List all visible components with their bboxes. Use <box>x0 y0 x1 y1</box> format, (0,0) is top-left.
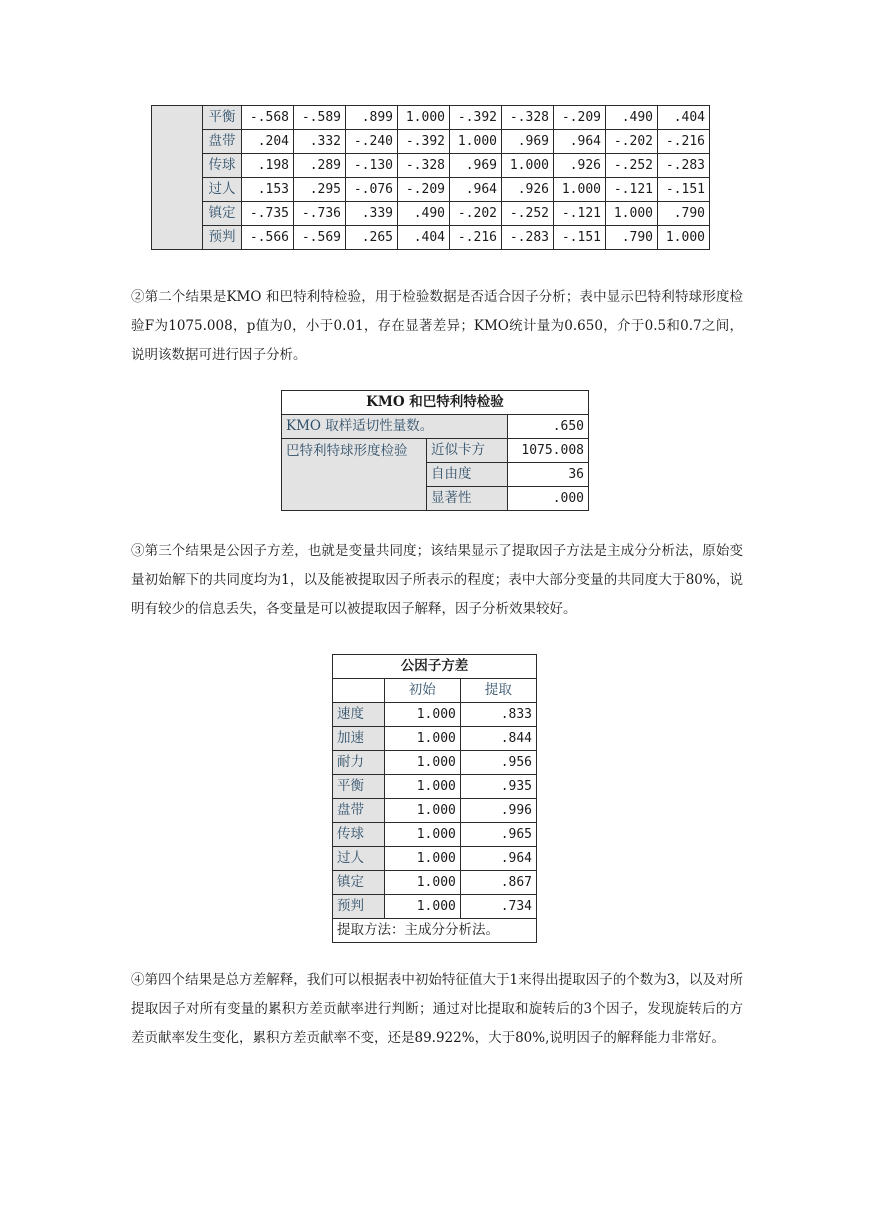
table-row <box>333 871 537 895</box>
correlation-cell: -.216 <box>450 226 502 250</box>
paragraph-kmo: ②第二个结果是KMO 和巴特利特检验，用于检验数据是否适合因子分析；表中显示巴特利特球形度检验F为1075.008，p值为0，小于0.01，存在显著差异；KMO统计量为0.650，介于0.5和0.7之间，说明该数据可进行因子分析。 <box>131 289 743 363</box>
table-row <box>333 703 537 727</box>
extract-value: .965 <box>460 823 536 847</box>
correlation-cell: .198 <box>242 154 294 178</box>
row-label: 平衡 <box>203 106 242 130</box>
correlation-cell: -.240 <box>346 130 398 154</box>
correlation-cell: .295 <box>294 178 346 202</box>
bartlett-row-label: 显著性 <box>427 487 508 511</box>
correlation-cell: -.392 <box>398 130 450 154</box>
extract-value: .964 <box>460 847 536 871</box>
table-row <box>333 727 537 751</box>
correlation-cell: -.328 <box>502 106 554 130</box>
correlation-cell: 1.000 <box>658 226 710 250</box>
paragraph-total-variance: ④第四个结果是总方差解释，我们可以根据表中初始特征值大于1来得出提取因子的个数为3，以及对所提取因子对所有变量的累积方差贡献率进行判断；通过对比提取和旋转后的3个因子，发现旋转后的方差贡献率发生变化，累积方差贡献率不变，还是89.922%，大于80%,说明因子的解释能力非常好。 <box>131 972 743 1046</box>
correlation-cell: .490 <box>606 106 658 130</box>
correlation-matrix-fragment <box>151 105 710 250</box>
correlation-cell: 1.000 <box>554 178 606 202</box>
initial-value: 1.000 <box>384 751 460 775</box>
extract-value: .996 <box>460 799 536 823</box>
row-label: 预判 <box>203 226 242 250</box>
bartlett-row-label: 自由度 <box>427 463 508 487</box>
variable-label: 镇定 <box>333 871 385 895</box>
correlation-cell: -.216 <box>658 130 710 154</box>
correlation-cell: -.076 <box>346 178 398 202</box>
extract-value: .844 <box>460 727 536 751</box>
correlation-cell: .790 <box>658 202 710 226</box>
correlation-cell: 1.000 <box>606 202 658 226</box>
initial-value: 1.000 <box>384 895 460 919</box>
correlation-cell: .964 <box>450 178 502 202</box>
table-row <box>333 847 537 871</box>
correlation-cell: -.151 <box>554 226 606 250</box>
bartlett-label: 巴特利特球形度检验 <box>282 439 427 511</box>
table-row <box>152 202 710 226</box>
correlation-cell: .265 <box>346 226 398 250</box>
correlation-cell: -.569 <box>294 226 346 250</box>
correlation-cell: -.736 <box>294 202 346 226</box>
table-row <box>333 823 537 847</box>
bartlett-row-value: .000 <box>508 487 589 511</box>
correlation-cell: .964 <box>554 130 606 154</box>
correlation-cell: -.283 <box>658 154 710 178</box>
variable-label: 平衡 <box>333 775 385 799</box>
table-row <box>333 775 537 799</box>
correlation-cell: -.202 <box>606 130 658 154</box>
correlation-cell: .790 <box>606 226 658 250</box>
correlation-cell: 1.000 <box>450 130 502 154</box>
initial-value: 1.000 <box>384 823 460 847</box>
correlation-cell: -.589 <box>294 106 346 130</box>
correlation-cell: -.202 <box>450 202 502 226</box>
bartlett-row-value: 1075.008 <box>508 439 589 463</box>
header-blank-cell <box>333 679 385 703</box>
table-row <box>333 799 537 823</box>
variable-label: 预判 <box>333 895 385 919</box>
correlation-cell: -.130 <box>346 154 398 178</box>
row-label: 传球 <box>203 154 242 178</box>
correlation-cell: 1.000 <box>398 106 450 130</box>
variable-label: 耐力 <box>333 751 385 775</box>
correlation-cell: .926 <box>502 178 554 202</box>
table-row <box>152 130 710 154</box>
correlation-cell: .490 <box>398 202 450 226</box>
correlation-cell: .332 <box>294 130 346 154</box>
correlation-cell: .969 <box>450 154 502 178</box>
correlation-cell: -.566 <box>242 226 294 250</box>
correlation-cell: -.151 <box>658 178 710 202</box>
row-label: 过人 <box>203 178 242 202</box>
table-row <box>333 751 537 775</box>
variable-label: 盘带 <box>333 799 385 823</box>
correlation-cell: -.121 <box>554 202 606 226</box>
extract-value: .867 <box>460 871 536 895</box>
table-row <box>152 178 710 202</box>
initial-value: 1.000 <box>384 775 460 799</box>
table-row <box>152 106 710 130</box>
table-row <box>152 154 710 178</box>
extract-value: .935 <box>460 775 536 799</box>
row-group-header-cell <box>152 106 203 250</box>
column-header-initial: 初始 <box>384 679 460 703</box>
table-row <box>152 226 710 250</box>
variable-label: 速度 <box>333 703 385 727</box>
row-label: 镇定 <box>203 202 242 226</box>
correlation-cell: -.283 <box>502 226 554 250</box>
initial-value: 1.000 <box>384 799 460 823</box>
correlation-cell: .204 <box>242 130 294 154</box>
kmo-measure-label: KMO 取样适切性量数。 <box>282 415 508 439</box>
correlation-cell: .289 <box>294 154 346 178</box>
extract-value: .833 <box>460 703 536 727</box>
correlation-cell: -.209 <box>398 178 450 202</box>
variable-label: 加速 <box>333 727 385 751</box>
correlation-cell: -.392 <box>450 106 502 130</box>
communalities-footnote: 提取方法：主成分分析法。 <box>333 919 537 943</box>
correlation-cell: .153 <box>242 178 294 202</box>
extract-value: .956 <box>460 751 536 775</box>
correlation-cell: -.252 <box>606 154 658 178</box>
correlation-cell: -.568 <box>242 106 294 130</box>
correlation-cell: -.121 <box>606 178 658 202</box>
bartlett-row-label: 近似卡方 <box>427 439 508 463</box>
initial-value: 1.000 <box>384 727 460 751</box>
kmo-bartlett-table <box>281 390 589 511</box>
variable-label: 过人 <box>333 847 385 871</box>
correlation-cell: -.252 <box>502 202 554 226</box>
correlation-cell: -.328 <box>398 154 450 178</box>
bartlett-row-value: 36 <box>508 463 589 487</box>
kmo-table-title: KMO 和巴特利特检验 <box>282 391 589 415</box>
extract-value: .734 <box>460 895 536 919</box>
correlation-cell: .339 <box>346 202 398 226</box>
communalities-table <box>332 654 537 943</box>
initial-value: 1.000 <box>384 871 460 895</box>
variable-label: 传球 <box>333 823 385 847</box>
row-label: 盘带 <box>203 130 242 154</box>
column-header-extract: 提取 <box>460 679 536 703</box>
correlation-cell: .926 <box>554 154 606 178</box>
correlation-cell: .969 <box>502 130 554 154</box>
table-row <box>333 895 537 919</box>
correlation-cell: -.209 <box>554 106 606 130</box>
correlation-cell: .404 <box>658 106 710 130</box>
paragraph-communalities: ③第三个结果是公因子方差，也就是变量共同度；该结果显示了提取因子方法是主成分分析法，原始变量初始解下的共同度均为1，以及能被提取因子所表示的程度；表中大部分变量的共同度大于80%，说明有较少的信息丢失，各变量是可以被提取因子解释，因子分析效果较好。 <box>131 543 743 617</box>
correlation-cell: 1.000 <box>502 154 554 178</box>
correlation-cell: .899 <box>346 106 398 130</box>
kmo-measure-value: .650 <box>508 415 589 439</box>
correlation-cell: -.735 <box>242 202 294 226</box>
initial-value: 1.000 <box>384 847 460 871</box>
initial-value: 1.000 <box>384 703 460 727</box>
communalities-title: 公因子方差 <box>333 655 537 679</box>
correlation-cell: .404 <box>398 226 450 250</box>
